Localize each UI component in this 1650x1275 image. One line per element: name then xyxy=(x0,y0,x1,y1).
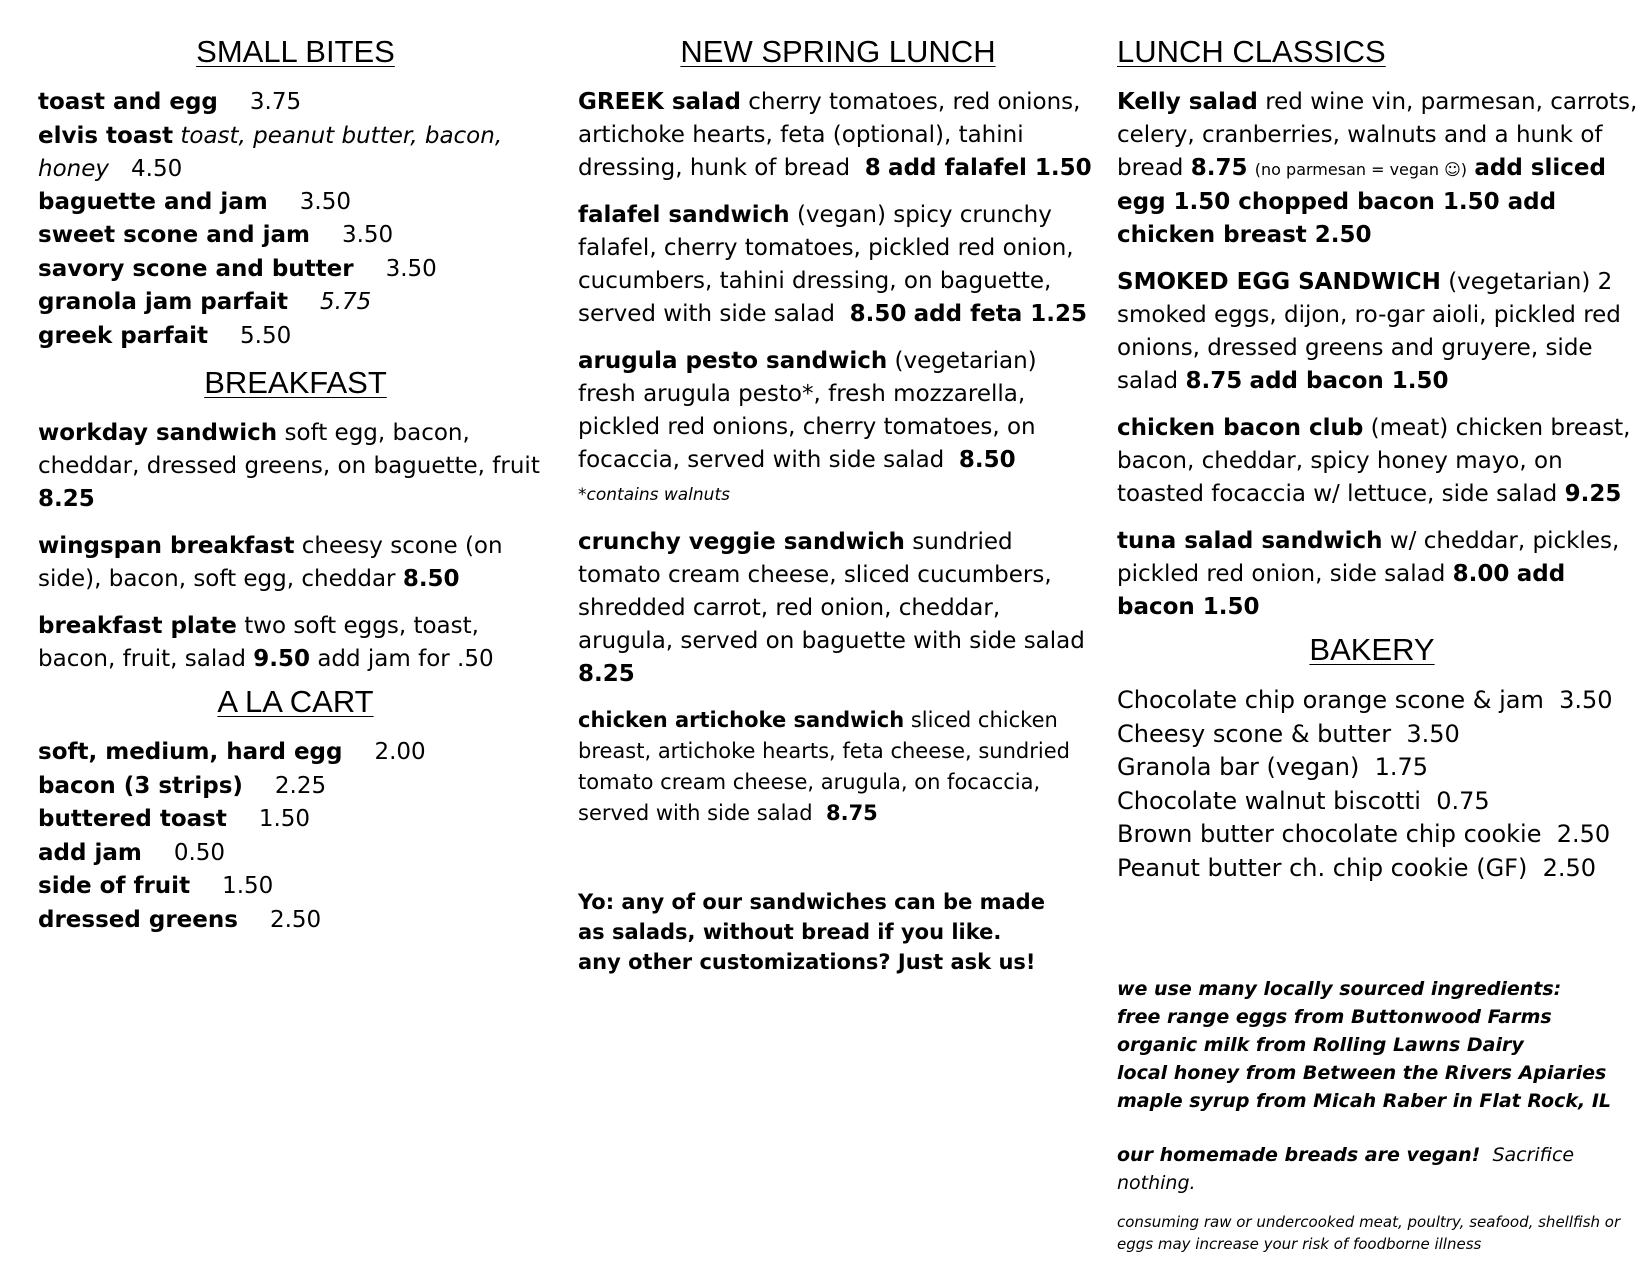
column-middle xyxy=(578,30,1098,977)
food-safety-disclaimer: consuming raw or undercooked meat, poultry, seafood, shellfish or eggs may increase your risk of foodborne illness xyxy=(1117,1213,1621,1253)
menu-item: side of fruit 1.50 xyxy=(38,873,274,899)
bakery-item: Chocolate walnut biscotti 0.75 xyxy=(1117,786,1490,815)
column-right xyxy=(1117,30,1642,1255)
spring-lunch-heading: NEW SPRING LUNCH xyxy=(680,34,996,69)
menu-item: Kelly salad red wine vin, parmesan, carrots, celery, cranberries, walnuts and a hunk of bread 8.75 (no parmesan = vegan ☺) add sliced egg 1.50 chopped bacon 1.50 add chicken breast 2.50 xyxy=(1117,89,1638,248)
small-bites-heading: SMALL BITES xyxy=(196,34,395,69)
menu-item: toast and egg 3.75 xyxy=(38,89,302,115)
column-left xyxy=(38,30,558,937)
menu-item: sweet scone and jam 3.50 xyxy=(38,222,394,248)
breakfast-heading: BREAKFAST xyxy=(204,365,387,400)
menu-item: crunchy veggie sandwich sundried tomato cream cheese, sliced cucumbers, shredded carrot, red onion, cheddar, arugula, served on baguette with side salad 8.25 xyxy=(578,529,1085,687)
sourcing-block xyxy=(1117,975,1642,1115)
menu-item: baguette and jam 3.50 xyxy=(38,188,351,215)
menu-item: add jam 0.50 xyxy=(38,839,226,866)
sourcing-line: we use many locally sourced ingredients: xyxy=(1117,978,1562,1000)
menu-item: savory scone and butter 3.50 xyxy=(38,255,437,282)
lunch-classics-heading: LUNCH CLASSICS xyxy=(1117,34,1386,69)
menu-item: breakfast plate two soft eggs, toast, bacon, fruit, salad 9.50 add jam for .50 xyxy=(38,613,494,672)
menu-item: GREEK salad cherry tomatoes, red onions, artichoke hearts, feta (optional), tahini dressing, hunk of bread 8 add falafel 1.50 xyxy=(578,89,1092,181)
menu-item: arugula pesto sandwich (vegetarian) fresh arugula pesto*, fresh mozzarella, pickled red onions, cherry tomatoes, on focaccia, served with side salad 8.50 *contains walnuts xyxy=(578,348,1037,505)
menu-item: chicken bacon club (meat) chicken breast, bacon, cheddar, spicy honey mayo, on toasted focaccia w/ lettuce, side salad 9.25 xyxy=(1117,415,1631,507)
bakery-item: Granola bar (vegan) 1.75 xyxy=(1117,753,1429,781)
menu-item: falafel sandwich (vegan) spicy crunchy falafel, cherry tomatoes, pickled red onion, cucumbers, tahini dressing, on baguette, served with side salad 8.50 add feta 1.25 xyxy=(578,202,1087,327)
bakery-heading: BAKERY xyxy=(1309,632,1435,667)
menu-item: granola jam parfait 5.75 xyxy=(38,289,372,315)
sourcing-line: free range eggs from Buttonwood Farms xyxy=(1117,1006,1552,1028)
sourcing-line: maple syrup from Micah Raber in Flat Rock, IL xyxy=(1117,1090,1612,1112)
menu-item: wingspan breakfast cheesy scone (on side), bacon, soft egg, cheddar 8.50 xyxy=(38,533,503,592)
menu-item: chicken artichoke sandwich sliced chicken breast, artichoke hearts, feta cheese, sundried tomato cream cheese, arugula, on focaccia, served with side salad 8.75 xyxy=(578,708,1070,825)
menu-item: dressed greens 2.50 xyxy=(38,906,322,933)
sourcing-line: organic milk from Rolling Lawns Dairy xyxy=(1117,1034,1524,1056)
vegan-bread-note: our homemade breads are vegan! Sacrifice nothing. xyxy=(1117,1144,1575,1194)
menu-item: elvis toast toast, peanut butter, bacon, honey 4.50 xyxy=(38,122,503,182)
bakery-item: Brown butter chocolate chip cookie 2.50 xyxy=(1117,820,1611,848)
menu-item: buttered toast 1.50 xyxy=(38,806,311,832)
menu-item: greek parfait 5.50 xyxy=(38,322,292,349)
customization-note: Yo: any of our sandwiches can be made as salads, without bread if you like. any other customizations? Just ask us! xyxy=(578,890,1045,974)
bakery-item: Chocolate chip orange scone & jam 3.50 xyxy=(1117,686,1613,714)
menu-item: tuna salad sandwich w/ cheddar, pickles, pickled red onion, side salad 8.00 add bacon 1.50 xyxy=(1117,528,1620,620)
menu-item: SMOKED EGG SANDWICH (vegetarian) 2 smoked eggs, dijon, ro-gar aioli, pickled red onions, dressed greens and gruyere, side salad 8.75 add bacon 1.50 xyxy=(1117,269,1621,394)
bakery-item: Peanut butter ch. chip cookie (GF) 2.50 xyxy=(1117,853,1597,882)
menu-item: bacon (3 strips) 2.25 xyxy=(38,772,327,799)
menu-item: workday sandwich soft egg, bacon, cheddar, dressed greens, on baguette, fruit 8.25 xyxy=(38,420,540,512)
a-la-cart-heading: A LA CART xyxy=(217,684,374,719)
menu-item: soft, medium, hard egg 2.00 xyxy=(38,739,426,765)
sourcing-line: local honey from Between the Rivers Apiaries xyxy=(1117,1062,1607,1084)
bakery-item: Cheesy scone & butter 3.50 xyxy=(1117,719,1460,748)
